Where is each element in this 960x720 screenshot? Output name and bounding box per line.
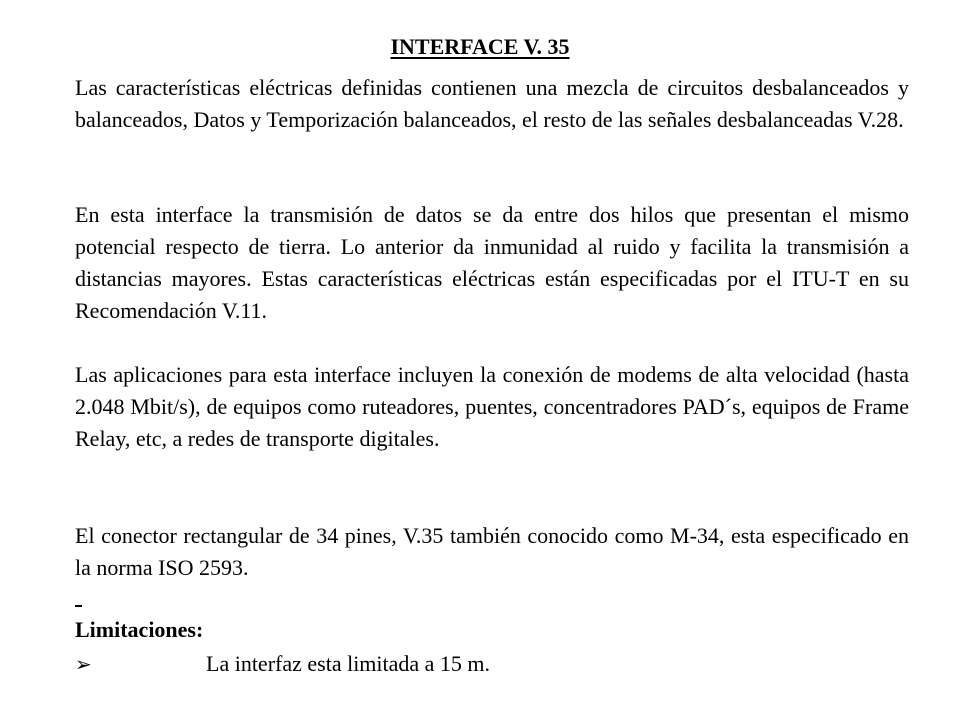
paragraph-electrical-characteristics: Las características eléctricas definidas contienen una mezcla de circuitos desbalanceados y balanceados, Datos y Temporización balanceados, el resto de las señales desbalanceadas V.28. <box>75 75 909 132</box>
limitations-list-item <box>75 648 909 680</box>
paragraph-transmission: En esta interface la transmisión de datos se da entre dos hilos que presentan el mismo potencial respecto de tierra. Lo anterior da inmunidad al ruido y facilita la transmisión a distancias mayores. Estas características eléctricas están especificadas por el ITU-T en su Recomendación V.11. <box>75 202 909 323</box>
limitation-text: La interfaz esta limitada a 15 m. <box>206 651 491 676</box>
paragraph-connector: El conector rectangular de 34 pines, V.35 también conocido como M-34, esta especificado en la norma ISO 2593. <box>75 523 909 580</box>
limitations-heading: Limitaciones: <box>75 617 204 642</box>
paragraph-applications: Las aplicaciones para esta interface incluyen la conexión de modems de alta velocidad (hasta 2.048 Mbit/s), de equipos como ruteadores, puentes, concentradores PAD´s, equipos de Frame Relay, etc, a redes de transporte digitales. <box>75 362 909 451</box>
arrowhead-bullet-icon: ➢ <box>75 652 92 676</box>
page-title: INTERFACE V. 35 <box>390 34 570 59</box>
dash-mark <box>75 605 82 607</box>
